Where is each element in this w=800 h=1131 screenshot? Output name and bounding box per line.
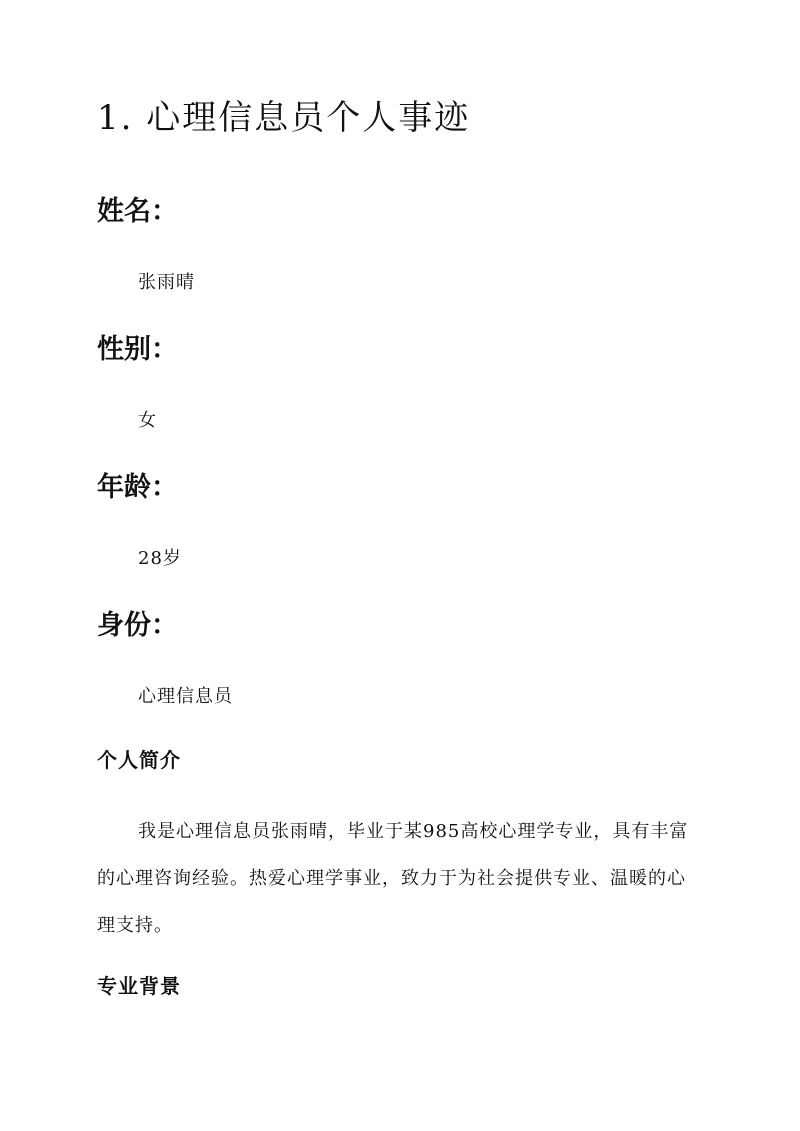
- field-value-identity: 心理信息员: [138, 686, 233, 707]
- field-label-identity: 身份：: [97, 610, 178, 641]
- document-title: 1. 心理信息员个人事迹: [97, 98, 471, 138]
- field-value-name: 张雨晴: [138, 272, 195, 293]
- section-heading-background: 专业背景: [97, 974, 181, 998]
- section-heading-intro: 个人简介: [97, 748, 181, 772]
- field-label-gender: 性别：: [97, 334, 178, 365]
- section-body-intro: 我是心理信息员张雨晴，毕业于某985高校心理学专业，具有丰富的心理咨询经验。热爱心理学事业，致力于为社会提供专业、温暖的心理支持。: [97, 821, 689, 936]
- field-label-name: 姓名：: [97, 196, 178, 227]
- field-value-gender: 女: [138, 410, 157, 431]
- field-label-age: 年龄：: [97, 472, 178, 503]
- field-value-age: 28岁: [138, 548, 182, 569]
